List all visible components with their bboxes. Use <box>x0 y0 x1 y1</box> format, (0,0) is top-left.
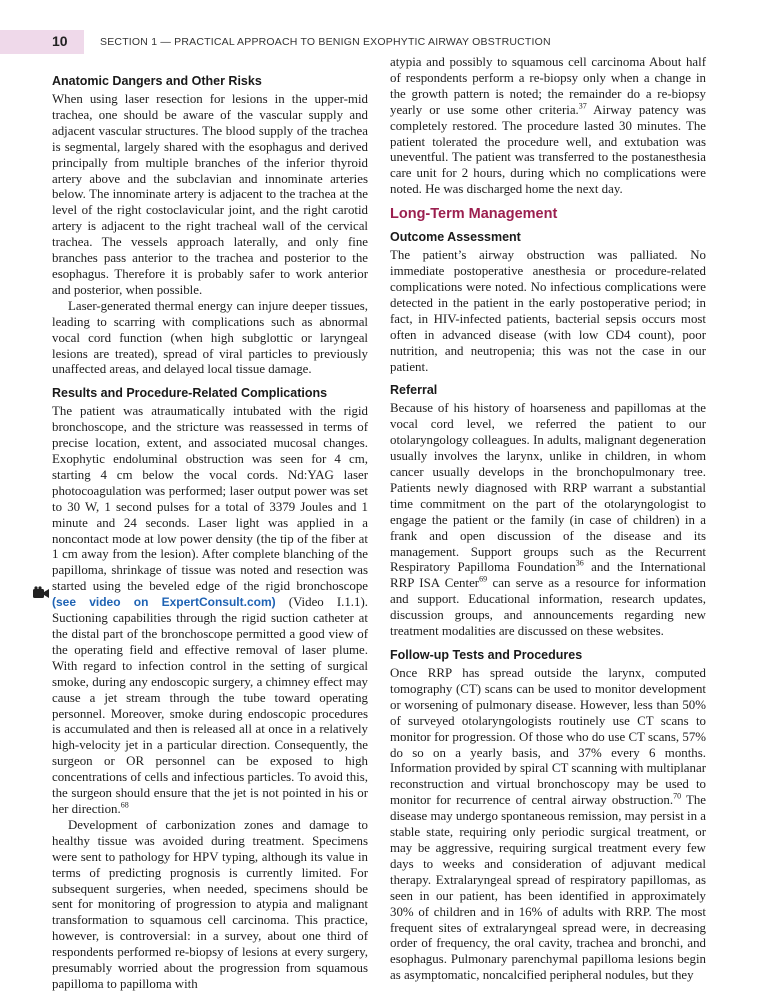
paragraph: Laser-generated thermal energy can injure deeper tissues, leading to scarring with complications such as abnormal vocal cord function (when high subglottic or laryngeal lesions are treated), spread of viral particles to previously unaffected areas, and delayed local tissue damage. <box>52 298 368 377</box>
paragraph <box>52 404 368 818</box>
text-span: Because of his history of hoarseness and papillomas at the vocal cord level, we referred the patient to our otolaryngology colleagues. In adults, malignant degeneration usually involves the larynx, unlike in children, in whom cancer usually develops in the bronchopulmonary tree. Patients newly diagnosed with RRP warrant a substantial time commitment on the part of the otolaryngologist to engage the patient or the family (in case of children) in a frank and open discussion of the disease and its management. Support groups such as the Recurrent Respiratory Papilloma Foundation <box>390 401 706 575</box>
running-head: SECTION 1 — PRACTICAL APPROACH TO BENIGN EXOPHYTIC AIRWAY OBSTRUCTION <box>100 36 551 48</box>
text-span: and the International RRP ISA Center <box>390 560 706 591</box>
paragraph: When using laser resection for lesions in the upper-mid trachea, one should be aware of the vascular supply and adjacent vascular structures. The blood supply of the trachea is segmental, largely shared with the esophagus and derived principally from multiple branches of the inferior thyroid artery above and the subclavian and innominate arteries below. The innominate artery is adjacent to the trachea at the level of the right costoclavicular joint, and the right carotid artery is adjacent to the right tracheal wall of the cervical trachea. The vessels approach laterally, and only fine branches pass anterior to the trachea and posterior to the esophagus. Therefore it is probably safer to work anterior and posterior, when possible. <box>52 92 368 297</box>
paragraph: The patient’s airway obstruction was palliated. No immediate postoperative anesthesia or procedure-related complications were noted. No infectious complications were detected in the patient in the early postoperative period; in fact, in HIV-infected patients, bacterial sepsis occurs most often in advanced disease (with low CD4 count), poor nutrition, and neutropenia; this was not the case in our patient. <box>390 248 706 374</box>
heading-anatomic-dangers: Anatomic Dangers and Other Risks <box>52 74 262 88</box>
video-link[interactable]: (see video on ExpertConsult.com) <box>52 595 276 610</box>
text-span: The patient was atraumatically intubated with the rigid bronchoscope, and the stricture was reassessed in terms of precise location, extent, and associated mucosal changes. Exophytic endoluminal obstruction was seen for 4 cm, starting 4 cm below the vocal cords. Nd:YAG laser photocoagulation was performed; laser output power was set to 30 W, 1 second pulses for a total of 3379 Joules and 1 minute and 24 seconds. Laser light was applied in a noncontact mode at low power density (the tip of the fiber at 1 cm away from the lesion). After complete blanching of the papilloma, shrinkage of tissue was noted and resection was started using the beveled edge of the rigid bronchoscope <box>52 404 368 594</box>
paragraph <box>390 401 706 640</box>
heading-follow-up: Follow-up Tests and Procedures <box>390 648 583 662</box>
paragraph <box>390 55 706 198</box>
heading-outcome-assessment: Outcome Assessment <box>390 230 521 245</box>
reference-70: 70 <box>673 791 682 801</box>
reference-36: 36 <box>575 559 584 569</box>
left-column <box>52 66 368 993</box>
text-span: atypia and possibly to squamous cell carcinoma About half of respondents perform a re-biopsy only when a change in the growth pattern is noted; the remainder do a re-biopsy yearly or use some other criteria. <box>390 55 706 117</box>
reference-69: 69 <box>479 575 488 585</box>
text-span: (Video I.1.1). Suctioning capabilities through the rigid suction catheter at the distal part of the bronchoscope permitted a good view of the operating field and effective removal of laser plume. With regard to infection control in the setting of surgical smoke, during any endoscopic surgery, a chimney effect may cause a jet stream through the tube toward operating personnel. Moreover, smoke during endoscopic procedures is accumulated and then is released all at once in a relatively high-velocity jet in a particular direction. Consequently, the surgeon or OR personnel can be exposed to high concentrations of cells and infectious particles. To avoid this, the surgeon should ensure that the jet is not pointed in his or her direction. <box>52 595 368 816</box>
heading-long-term-management: Long-Term Management <box>390 206 558 223</box>
paragraph <box>390 666 706 984</box>
heading-referral: Referral <box>390 383 438 398</box>
text-span: Airway patency was completely restored. The procedure lasted 30 minutes. The patient tolerated the procedure well, and extubation was uneventful. The patient was transferred to the postanesthesia care unit for 2 hours, during which no complications were noted. He was discharged home the next day. <box>390 102 706 197</box>
video-camera-icon[interactable] <box>32 586 50 600</box>
reference-37: 37 <box>578 101 587 111</box>
reference-68: 68 <box>120 800 129 810</box>
page-header <box>0 30 781 54</box>
paragraph: Development of carbonization zones and damage to healthy tissue was avoided during treatment. Specimens were sent to pathology for HPV typing, although its value in terms of predicting prognosis is currently limited. For subsequent surgeries, when needed, specimens should be sent for monitoring of progression to atypia and malignant transformation to squamous cell carcinoma. This practice, however, is controversial: in a survey, about one third of respondents performed re-biopsy of lesions at every surgery, presumably worried about the progression from squamous papilloma to papilloma with <box>52 817 368 991</box>
text-span: Once RRP has spread outside the larynx, computed tomography (CT) scans can be used to monitor development or worsening of pulmonary disease. However, less than 50% of surveyed otolaryngologists routinely use CT scans to monitor for progression. Of those who do use CT scans, 57% do so on a yearly basis, and 37% every 6 months. Information provided by spiral CT scanning with multiplanar reconstruction and virtual bronchoscopy may be used to monitor for recurrence of central airway obstruction. <box>390 666 706 808</box>
right-column <box>390 55 706 984</box>
text-span: can serve as a resource for information and support. Educational information, research updates, discussion groups, and announcements regarding new treatment modalities are discussed on these websites. <box>390 576 706 639</box>
page-tab <box>0 30 84 54</box>
page-number: 10 <box>52 33 68 49</box>
heading-results: Results and Procedure-Related Complications <box>52 386 328 401</box>
text-span: The disease may undergo spontaneous remission, may persist in a stable state, requiring only periodic surgical treatment, or may be aggressive, requiring surgical treatment every few days to weeks and consideration of adjuvant medical therapy. Extralaryngeal spread of respiratory papillomas, as seen in our patient, has been identified in approximately 30% of children and in 16% of adults with RRP. The most frequent sites of extralaryngeal spread were, in decreasing order of frequency, the oral cavity, trachea and bronchi, and esophagus. Pulmonary parenchymal papilloma lesions begin as asymptomatic, noncalcified peripheral nodules, but they <box>390 793 706 983</box>
